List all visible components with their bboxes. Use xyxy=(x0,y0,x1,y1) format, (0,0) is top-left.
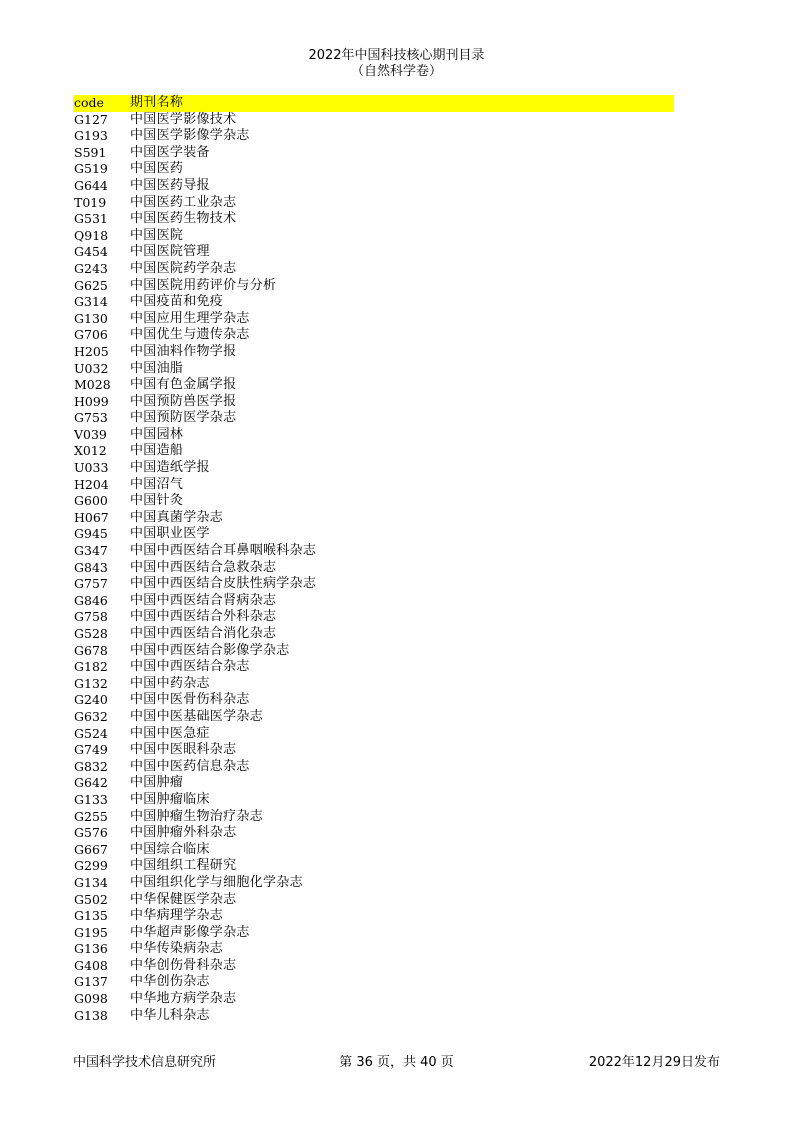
journal-name: 中国中西医结合消化杂志 xyxy=(130,626,277,641)
document-title: 2022年中国科技核心期刊目录 xyxy=(308,48,485,63)
journal-name: 中国沼气 xyxy=(130,476,184,492)
journal-name: 中国中西医结合耳鼻咽喉科杂志 xyxy=(130,543,317,559)
table-row xyxy=(73,112,674,129)
journal-code: G524 xyxy=(74,725,108,741)
journal-code: G243 xyxy=(74,260,108,276)
journal-code: G240 xyxy=(74,692,108,708)
table-row xyxy=(73,858,674,875)
document-subtitle: （自然科学卷） xyxy=(350,64,442,79)
table-row xyxy=(73,311,674,328)
journal-code: G846 xyxy=(74,592,108,608)
table-row xyxy=(73,178,674,195)
journal-name: 中国肿瘤临床 xyxy=(130,791,210,807)
journal-code: U033 xyxy=(74,460,109,476)
table-row xyxy=(73,709,674,726)
journal-code: G182 xyxy=(74,659,108,675)
table-row xyxy=(73,676,674,693)
table-row xyxy=(73,792,674,809)
journal-code: M028 xyxy=(74,377,111,393)
journal-name: 中国中西医结合杂志 xyxy=(130,659,250,675)
journal-code: G347 xyxy=(74,543,108,559)
table-row xyxy=(73,692,674,709)
journal-code: G667 xyxy=(74,841,108,857)
journal-name: 中国真菌学杂志 xyxy=(130,509,224,525)
journal-name: 中国医院药学杂志 xyxy=(130,260,237,276)
table-row xyxy=(73,361,674,378)
journal-name: 中国组织化学与细胞化学杂志 xyxy=(130,874,303,890)
journal-code: G600 xyxy=(74,493,108,509)
journal-code: G255 xyxy=(74,808,108,824)
journal-name: 中华传染病杂志 xyxy=(130,941,224,957)
journal-code: S591 xyxy=(74,144,107,160)
footer-institution: 中国科学技术信息研究所 xyxy=(73,1055,217,1070)
journal-name: 中国优生与遗传杂志 xyxy=(130,327,250,343)
table-row xyxy=(73,892,674,909)
journal-name: 中国中西医结合外科杂志 xyxy=(130,609,277,625)
journal-code: G134 xyxy=(74,874,108,890)
journal-name: 中国中医基础医学杂志 xyxy=(130,708,264,724)
journal-code: G706 xyxy=(74,327,108,343)
table-row xyxy=(73,925,674,942)
table-row xyxy=(73,974,674,991)
table-row xyxy=(73,161,674,178)
table-row xyxy=(73,327,674,344)
footer-release-date: 2022年12月29日发布 xyxy=(588,1055,720,1070)
journal-name: 中国职业医学 xyxy=(130,526,210,542)
table-row xyxy=(73,427,674,444)
table-row xyxy=(73,294,674,311)
table-row xyxy=(73,593,674,610)
table-row xyxy=(73,742,674,759)
journal-name: 中国医学装备 xyxy=(130,144,210,160)
journal-name: 中华儿科杂志 xyxy=(130,1007,210,1023)
table-row xyxy=(73,908,674,925)
journal-name: 中国医药生物技术 xyxy=(130,211,237,227)
journal-code: G133 xyxy=(74,791,108,807)
journal-name: 中国中医药信息杂志 xyxy=(130,758,250,774)
table-row xyxy=(73,626,674,643)
journal-name: 中国中西医结合肾病杂志 xyxy=(130,592,277,608)
journal-name: 中国应用生理学杂志 xyxy=(130,310,250,326)
journal-code: G625 xyxy=(74,277,108,293)
table-row xyxy=(73,394,674,411)
table-row xyxy=(73,228,674,245)
journal-code: G753 xyxy=(74,410,108,426)
journal-name: 中华创伤骨科杂志 xyxy=(130,957,237,973)
journal-name: 中国预防兽医学报 xyxy=(130,393,237,409)
journal-name: 中国医药 xyxy=(130,161,184,177)
journal-name: 中国中西医结合皮肤性病学杂志 xyxy=(130,576,317,592)
journal-name: 中华地方病学杂志 xyxy=(130,991,237,1007)
journal-code: G758 xyxy=(74,609,108,625)
table-row xyxy=(73,493,674,510)
journal-code: G749 xyxy=(74,742,108,758)
table-row xyxy=(73,195,674,212)
journal-code: H205 xyxy=(74,343,109,359)
journal-code: G314 xyxy=(74,294,108,310)
journal-name-column-header: 期刊名称 xyxy=(130,95,184,110)
journal-code: H099 xyxy=(74,393,109,409)
table-row xyxy=(73,726,674,743)
table-row xyxy=(73,941,674,958)
journal-code: G757 xyxy=(74,576,108,592)
journal-code: G137 xyxy=(74,974,108,990)
journal-code: G502 xyxy=(74,891,108,907)
journal-name: 中国针灸 xyxy=(130,493,184,509)
journal-name: 中国中西医结合影像学杂志 xyxy=(130,642,290,658)
table-row xyxy=(73,759,674,776)
journal-name: 中国中医急症 xyxy=(130,725,210,741)
journal-name: 中华病理学杂志 xyxy=(130,908,224,924)
journal-name: 中国中医眼科杂志 xyxy=(130,742,237,758)
journal-name: 中国造船 xyxy=(130,443,184,459)
code-column-header: code xyxy=(74,95,104,110)
table-row xyxy=(73,991,674,1008)
journal-name: 中国医学影像技术 xyxy=(130,111,237,127)
journal-code: G632 xyxy=(74,708,108,724)
journal-name: 中国中药杂志 xyxy=(130,675,210,691)
table-row xyxy=(73,842,674,859)
journal-code: G408 xyxy=(74,957,108,973)
journal-code: G132 xyxy=(74,675,108,691)
journal-code: H067 xyxy=(74,509,109,525)
table-row xyxy=(73,659,674,676)
journal-code: G528 xyxy=(74,626,108,641)
journal-name: 中国园林 xyxy=(130,426,184,442)
footer-page-info: 第 36 页，共 40 页 xyxy=(339,1055,454,1070)
table-row xyxy=(73,775,674,792)
journal-name: 中国有色金属学报 xyxy=(130,377,237,393)
table-row xyxy=(73,643,674,660)
table-row xyxy=(73,809,674,826)
journal-code: G130 xyxy=(74,310,108,326)
table-row xyxy=(73,560,674,577)
journal-name: 中国造纸学报 xyxy=(130,460,210,476)
journal-name: 中国组织工程研究 xyxy=(130,858,237,874)
journal-code: G945 xyxy=(74,526,108,542)
table-row xyxy=(73,1008,674,1025)
journal-name: 中华超声影像学杂志 xyxy=(130,924,250,940)
table-row xyxy=(73,460,674,477)
table-row xyxy=(73,145,674,162)
journal-name: 中国医药工业杂志 xyxy=(130,194,237,210)
journal-code: G454 xyxy=(74,244,108,260)
journal-code: G195 xyxy=(74,924,108,940)
journal-code: G135 xyxy=(74,908,108,924)
journal-name: 中国综合临床 xyxy=(130,841,210,857)
journal-code: G519 xyxy=(74,161,108,177)
journal-code: G832 xyxy=(74,758,108,774)
table-row xyxy=(73,344,674,361)
table-row xyxy=(73,825,674,842)
journal-name: 中国预防医学杂志 xyxy=(130,410,237,426)
journal-code: G642 xyxy=(74,775,108,791)
table-row xyxy=(73,875,674,892)
journal-name: 中国油料作物学报 xyxy=(130,343,237,359)
table-row xyxy=(73,609,674,626)
table-row xyxy=(73,526,674,543)
journal-name: 中华保健医学杂志 xyxy=(130,891,237,907)
table-row xyxy=(73,244,674,261)
journal-name: 中国肿瘤外科杂志 xyxy=(130,825,237,841)
journal-name: 中国疫苗和免疫 xyxy=(130,294,224,310)
journal-code: Q918 xyxy=(74,227,109,243)
table-header-row xyxy=(73,95,674,112)
table-row xyxy=(73,410,674,427)
journal-code: U032 xyxy=(74,360,109,376)
table-row xyxy=(73,510,674,527)
journal-code: V039 xyxy=(74,426,107,442)
table-row xyxy=(73,576,674,593)
table-row xyxy=(73,211,674,228)
journal-code: G576 xyxy=(74,825,108,841)
table-row xyxy=(73,278,674,295)
journal-code: G138 xyxy=(74,1007,108,1023)
journal-name: 中国中西医结合急救杂志 xyxy=(130,559,277,575)
journal-code: G098 xyxy=(74,991,108,1007)
journal-name: 中国医院用药评价与分析 xyxy=(130,277,277,293)
journal-name: 中华创伤杂志 xyxy=(130,974,210,990)
table-row xyxy=(73,443,674,460)
table-row xyxy=(73,543,674,560)
journal-code: X012 xyxy=(74,443,107,459)
journal-name: 中国医院管理 xyxy=(130,244,210,260)
journal-table xyxy=(73,95,674,1024)
table-row xyxy=(73,261,674,278)
journal-name: 中国中医骨伤科杂志 xyxy=(130,692,250,708)
journal-code: G644 xyxy=(74,177,108,193)
journal-code: G678 xyxy=(74,642,108,658)
journal-code: G843 xyxy=(74,559,108,575)
table-row xyxy=(73,128,674,145)
journal-name: 中国肿瘤生物治疗杂志 xyxy=(130,808,264,824)
journal-code: G193 xyxy=(74,128,108,144)
journal-code: G531 xyxy=(74,211,108,227)
journal-name: 中国医院 xyxy=(130,227,184,243)
table-row xyxy=(73,958,674,975)
journal-code: H204 xyxy=(74,476,109,492)
journal-name: 中国肿瘤 xyxy=(130,775,184,791)
journal-name: 中国医学影像学杂志 xyxy=(130,128,250,144)
table-row xyxy=(73,377,674,394)
journal-code: T019 xyxy=(74,194,107,210)
journal-code: G127 xyxy=(74,111,108,127)
journal-code: G136 xyxy=(74,941,108,957)
table-row xyxy=(73,477,674,494)
journal-code: G299 xyxy=(74,858,108,874)
journal-name: 中国医药导报 xyxy=(130,177,210,193)
journal-name: 中国油脂 xyxy=(130,360,184,376)
